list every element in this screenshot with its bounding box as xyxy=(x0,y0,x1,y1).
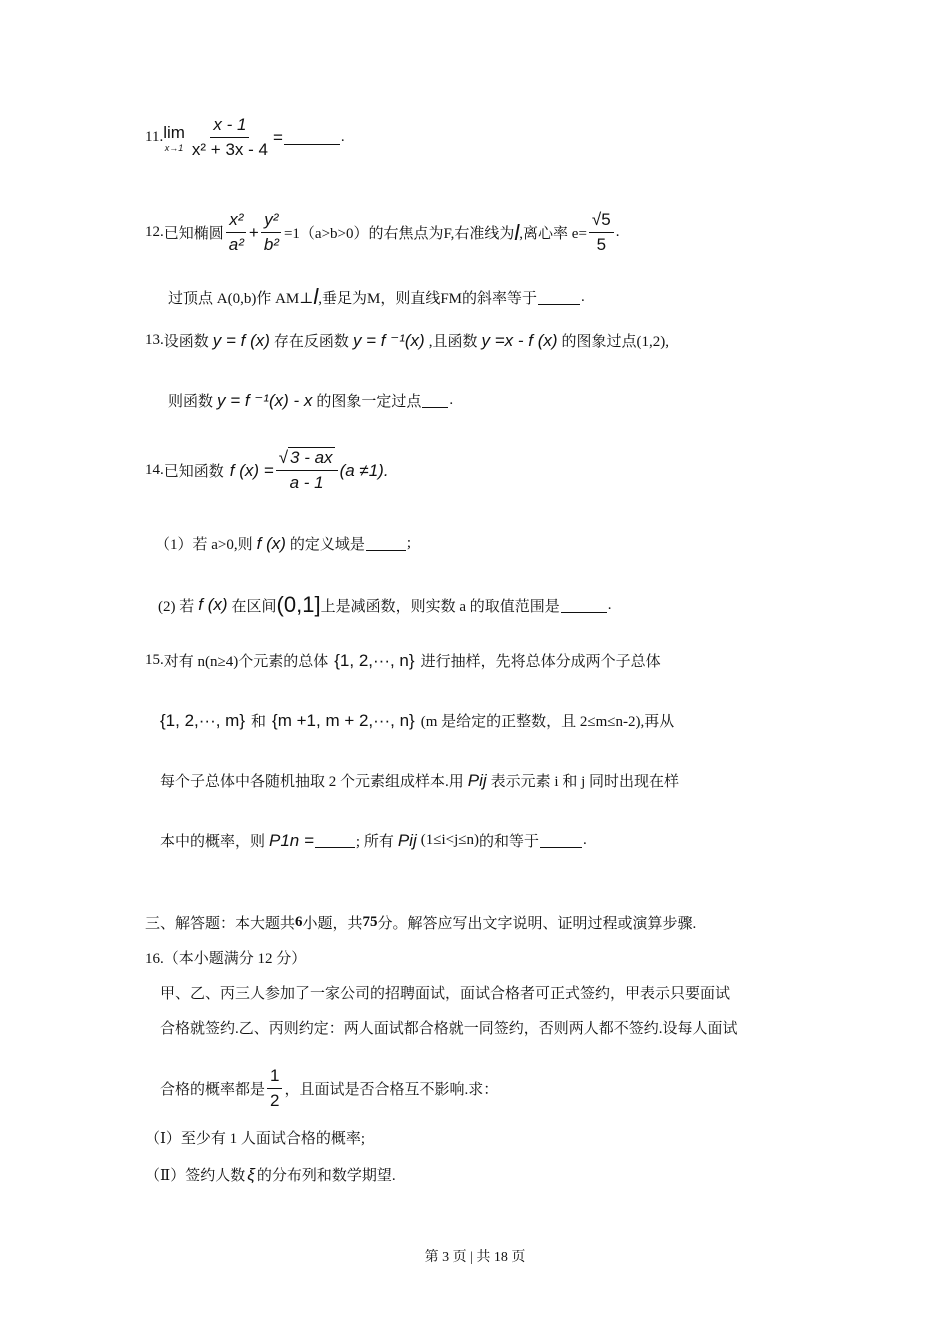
question-text: 已知函数 xyxy=(163,464,224,480)
question-number: 15. xyxy=(145,652,164,668)
question-12 xyxy=(145,210,619,255)
question-11 xyxy=(145,115,345,160)
denominator: x² + 3x - 4 xyxy=(191,140,268,159)
denominator: a² xyxy=(228,235,244,254)
question-15-line-3 xyxy=(160,770,679,791)
question-16-part-1: （Ⅰ）至少有 1 人面试合格的概率; xyxy=(145,1131,366,1147)
question-text: 的分布列和数学期望. xyxy=(256,1168,396,1184)
question-text: ; 所有 xyxy=(355,834,394,850)
question-text: 合格的概率都是 xyxy=(160,1082,266,1098)
numerator: x² xyxy=(226,210,246,233)
math-expression: (1≤i<j≤n) xyxy=(420,832,479,848)
question-14-part-2 xyxy=(158,592,612,618)
denominator: a - 1 xyxy=(289,473,324,492)
denominator: b² xyxy=(263,235,279,254)
numerator: 1 xyxy=(267,1066,282,1089)
question-text: (2) 若 xyxy=(158,598,195,615)
lim-text: lim xyxy=(163,122,185,142)
question-text: ，且面试是否合格互不影响.求： xyxy=(284,1082,499,1098)
question-16-header: 16.（本小题满分 12 分） xyxy=(145,951,307,967)
period: . xyxy=(615,224,620,240)
section-text: 三、解答题：本大题共 xyxy=(145,916,296,932)
question-text: =1（a>b>0）的右焦点为F,右准线为 xyxy=(283,226,515,242)
question-13-line-2 xyxy=(168,390,453,411)
question-text: 表示元素 i 和 j 同时出现在样 xyxy=(490,774,680,790)
question-text: 已知椭圆 xyxy=(163,226,224,242)
math-expression: P1n = xyxy=(269,830,314,850)
question-text: 过顶点 A(0,b)作 AM⊥ xyxy=(168,290,314,307)
fraction xyxy=(589,210,614,255)
set-expression: {1, 2,···, n} xyxy=(334,650,415,670)
question-text: 则函数 xyxy=(168,394,214,410)
question-text: 存在反函数 xyxy=(273,334,349,350)
math-symbol: l xyxy=(313,284,319,309)
answer-blank xyxy=(538,290,580,305)
math-expression: f (x) xyxy=(198,595,228,614)
question-number: 11. xyxy=(145,129,164,145)
question-text: 上是减函数，则实数 a 的取值范围是 xyxy=(320,598,560,615)
question-text: 对有 n(n≥4)个元素的总体 xyxy=(163,654,329,670)
question-13 xyxy=(145,330,669,351)
answer-blank xyxy=(284,130,340,145)
math-expression: y = f (x) xyxy=(212,330,270,350)
math-symbol: Pij xyxy=(467,770,487,790)
question-text: （Ⅱ）签约人数 xyxy=(145,1168,246,1184)
answer-blank xyxy=(561,598,607,613)
fraction xyxy=(276,448,338,493)
question-text: 进行抽样，先将总体分成两个子总体 xyxy=(420,654,661,670)
math-expression: y = f ⁻¹(x) - x xyxy=(217,390,313,410)
numerator: x - 1 xyxy=(210,115,249,138)
answer-blank xyxy=(422,393,448,408)
period: . xyxy=(449,392,454,408)
question-text: 的图象一定过点 xyxy=(316,394,422,410)
question-text: 本中的概率，则 xyxy=(160,834,266,850)
question-16-text: 合格就签约.乙、丙则约定：两人面试都合格就一同签约，否则两人都不签约.设每人面试 xyxy=(160,1021,738,1037)
question-text: 每个子总体中各随机抽取 2 个元素组成样本.用 xyxy=(160,774,464,790)
math-symbol: Pij xyxy=(397,830,417,850)
question-number: 12. xyxy=(145,224,164,240)
question-text: (m 是给定的正整数，且 2≤m≤n-2),再从 xyxy=(420,714,675,730)
fraction xyxy=(226,210,247,255)
denominator: 2 xyxy=(270,1091,280,1110)
math-expression: y = f ⁻¹(x) xyxy=(352,330,425,350)
interval: (0,1] xyxy=(276,592,321,617)
question-15-line-2 xyxy=(160,710,674,731)
fraction xyxy=(267,1066,282,1111)
plus-sign: + xyxy=(248,222,259,242)
period: . xyxy=(583,832,587,848)
question-15 xyxy=(145,650,661,671)
question-text: 在区间 xyxy=(231,598,277,615)
fraction xyxy=(189,115,271,160)
section-text: 分。解答应写出文字说明、证明过程或演算步骤. xyxy=(377,916,697,932)
section-text: 小题，共 xyxy=(302,916,363,932)
question-text: ,且函数 xyxy=(428,334,478,350)
period: . xyxy=(607,596,612,613)
question-number: 13. xyxy=(145,332,164,348)
question-15-line-4 xyxy=(160,830,587,851)
question-text: ,垂足为M，则直线FM的斜率等于 xyxy=(318,290,538,307)
math-expression: f (x) xyxy=(256,533,286,553)
question-text: 的图象过点(1,2), xyxy=(561,334,670,350)
question-text: 和 xyxy=(251,714,267,730)
question-text: ,离心率 e= xyxy=(519,226,587,242)
equals-sign: = xyxy=(272,127,283,147)
question-text: 的和等于 xyxy=(479,834,540,850)
page-footer: 第 3 页 | 共 18 页 xyxy=(424,1250,526,1265)
answer-blank xyxy=(315,833,355,848)
set-expression: {m +1, m + 2,···, n} xyxy=(272,710,415,730)
lim-subscript: x→1 xyxy=(164,142,184,153)
question-12-line-2 xyxy=(168,284,585,310)
period: . xyxy=(581,288,585,305)
limit-operator xyxy=(163,123,185,153)
fraction xyxy=(261,210,282,255)
question-count: 6 xyxy=(295,914,303,930)
numerator: √5 xyxy=(589,210,614,233)
question-number: 14. xyxy=(145,462,164,478)
question-16-part-2 xyxy=(145,1164,396,1185)
set-expression: {1, 2,···, m} xyxy=(160,710,246,730)
question-text: （1）若 a>0,则 xyxy=(155,537,253,553)
math-expression: (a ≠1). xyxy=(339,460,389,480)
question-16-text: 甲、乙、丙三人参加了一家公司的招聘面试，面试合格者可正式签约，甲表示只要面试 xyxy=(160,986,731,1002)
answer-blank xyxy=(366,536,406,551)
total-score: 75 xyxy=(362,914,378,930)
math-expression: f (x) = xyxy=(229,460,274,480)
answer-blank xyxy=(540,833,582,848)
period: . xyxy=(340,129,345,145)
question-14 xyxy=(145,448,389,493)
numerator: √ 3 - ax xyxy=(276,448,338,471)
math-symbol: ξ xyxy=(247,1164,255,1184)
math-symbol: l xyxy=(514,219,520,245)
numerator: y² xyxy=(261,210,281,233)
question-14-part-1 xyxy=(155,533,411,554)
question-text: 的定义域是 xyxy=(289,537,365,553)
semicolon: ; xyxy=(406,535,412,551)
radicand: 3 - ax xyxy=(290,448,333,467)
question-16-line-3 xyxy=(160,1066,498,1111)
math-expression: y =x - f (x) xyxy=(481,330,558,350)
section-heading xyxy=(145,912,696,933)
question-text: 设函数 xyxy=(163,334,209,350)
denominator: 5 xyxy=(596,235,607,254)
